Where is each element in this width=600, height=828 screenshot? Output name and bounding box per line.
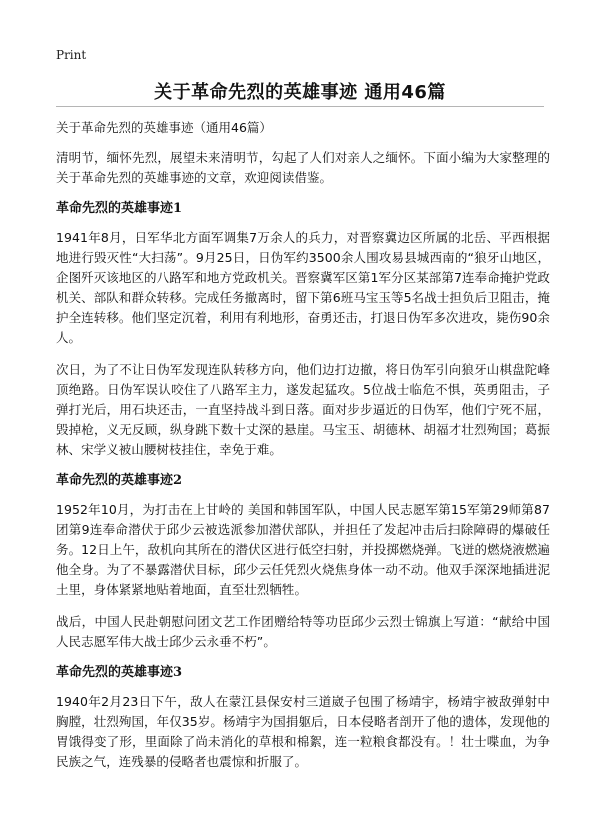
title-divider <box>56 106 544 107</box>
print-link[interactable]: Print <box>56 48 87 62</box>
intro-paragraph: 清明节，缅怀先烈，展望未来清明节，勾起了人们对亲人之缅怀。下面小编为大家整理的关于革命先烈的英雄事迹的文章，欢迎阅读借鉴。 <box>56 150 550 185</box>
section-heading: 革命先烈的英雄事迹2 <box>56 473 183 488</box>
section-paragraph: 战后，中国人民赴朝慰问团文艺工作团赠给特等功臣邱少云烈士锦旗上写道：“献给中国人民志愿军伟大战士邱少云永垂不朽”。 <box>56 614 550 649</box>
section-paragraph: 1941年8月，日军华北方面军调集7万余人的兵力，对晋察冀边区所属的北岳、平西根据地进行毁灭性“大扫荡”。9月25日，日伪军约3500余人围攻易县城西南的“狼牙山地区，企图歼灭该地区的八路军和地方党政机关。晋察冀军区第1军分区某部第7连奉命掩护党政机关、部队和群众转移。完成任务撤离时，留下第6班马宝玉等5名战士担负后卫阻击，掩护全连转移。他们坚定沉着，利用有利地形，奋勇还击，打退日伪军多次进攻，毙伤90余人。 <box>56 230 550 345</box>
article-subtitle: 关于革命先烈的英雄事迹（通用46篇） <box>56 120 272 135</box>
section-1 <box>56 200 550 460</box>
page-title: 关于革命先烈的英雄事迹 通用46篇 <box>154 82 446 103</box>
article-body <box>56 118 550 784</box>
section-2 <box>56 472 550 652</box>
section-paragraph: 1940年2月23日下午，敌人在蒙江县保安村三道崴子包围了杨靖宇，杨靖宇被敌弹射中胸膛，壮烈殉国，年仅35岁。杨靖宇为国捐躯后，日本侵略者剖开了他的遗体，发现他的胃饿得变了形，里面除了尚未消化的草根和棉絮，连一粒粮食都没有。！壮士喋血，为争民族之气，连残暴的侵略者也震惊和折服了。 <box>56 694 550 769</box>
section-heading: 革命先烈的英雄事迹1 <box>56 201 183 216</box>
section-paragraph: 1952年10月，为打击在上甘岭的 美国和韩国军队，中国人民志愿军第15军第29师第87团第9连奉命潜伏于邱少云被选派参加潜伏部队，并担任了发起冲击后扫除障碍的爆破任务。12日上午，敌机向其所在的潜伏区进行低空扫射，并投掷燃烧弹。飞迸的燃烧液燃遍他全身。为了不暴露潜伏目标，邱少云任凭烈火烧焦身体一动不动。他双手深深地插进泥土里，身体紧紧地贴着地面，直至壮烈牺牲。 <box>56 502 550 597</box>
section-heading: 革命先烈的英雄事迹3 <box>56 665 183 680</box>
section-3 <box>56 664 550 772</box>
section-paragraph: 次日，为了不让日伪军发现连队转移方向，他们边打边撤，将日伪军引向狼牙山棋盘陀峰顶绝路。日伪军误认咬住了八路军主力，遂发起猛攻。5位战士临危不惧，英勇阻击，子弹打光后，用石块还击，一直坚持战斗到日落。面对步步逼近的日伪军，他们宁死不屈，毁掉枪，义无反顾，纵身跳下数十丈深的悬崖。马宝玉、胡德林、胡福才壮烈殉国；葛振林、宋学义被山腰树枝挂住，幸免于难。 <box>56 362 550 457</box>
